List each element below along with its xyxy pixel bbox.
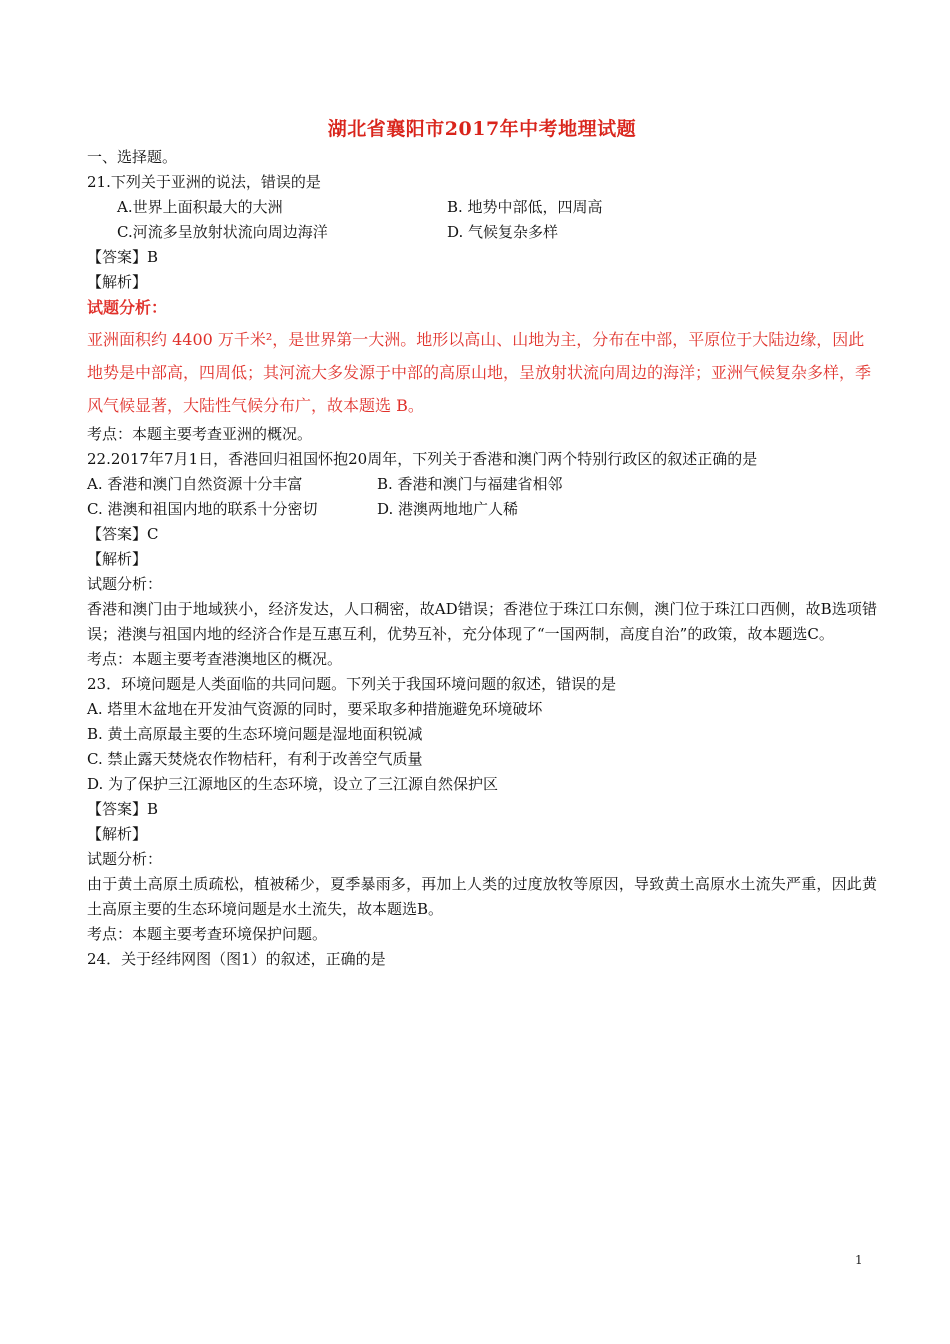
q23-analysis-label: 试题分析： xyxy=(87,850,163,868)
q23-option-c: C. 禁止露天焚烧农作物桔秆，有利于改善空气质量 xyxy=(87,750,423,768)
q21-options-row-1 xyxy=(87,195,877,220)
q23-analysis: 由于黄土高原土质疏松，植被稀少，夏季暴雨多，再加上人类的过度放牧等原因，导致黄土高原水土流失严重，因此黄土高原主要的生态环境问题是水土流失，故本题选B。 xyxy=(87,875,877,918)
q23-answer: 【答案】B xyxy=(87,800,159,818)
q22-options-row-2 xyxy=(87,497,877,522)
q23-option-b: B. 黄土高原最主要的生态环境问题是湿地面积锐减 xyxy=(87,725,423,743)
q22-option-b: B. 香港和澳门与福建省相邻 xyxy=(377,475,563,493)
q21-option-c: C.河流多呈放射状流向周边海洋 xyxy=(117,223,328,241)
q22-option-d: D. 港澳两地地广人稀 xyxy=(377,500,519,518)
q21-analysis: 亚洲面积约 4400 万千米²，是世界第一大洲。地形以高山、山地为主，分布在中部，平原位于大陆边缘，因此地势是中部高，四周低；其河流大多发源于中部的高原山地，呈放射状流向周边的海洋；亚洲气候复杂多样，季风气候显著，大陆性气候分布广，故本题选 B。 xyxy=(87,330,872,415)
q22-jiexi: 【解析】 xyxy=(87,550,148,568)
question-22: 22.2017年7月1日，香港回归祖国怀抱20周年，下列关于香港和澳门两个特别行政区的叙述正确的是 xyxy=(87,450,758,468)
q21-kaodian: 考点：本题主要考查亚洲的概况。 xyxy=(87,425,313,443)
q21-answer: 【答案】B xyxy=(87,248,159,266)
q21-option-d: D. 气候复杂多样 xyxy=(447,223,559,241)
q23-kaodian: 考点：本题主要考查环境保护问题。 xyxy=(87,925,328,943)
q22-option-a: A. 香港和澳门自然资源十分丰富 xyxy=(87,475,303,493)
question-24: 24．关于经纬网图（图1）的叙述，正确的是 xyxy=(87,950,386,968)
q22-options-row-1 xyxy=(87,472,877,497)
section-heading: 一、选择题。 xyxy=(87,148,178,166)
q22-option-c: C. 港澳和祖国内地的联系十分密切 xyxy=(87,500,318,518)
q21-jiexi: 【解析】 xyxy=(87,273,148,291)
question-23: 23．环境问题是人类面临的共同问题。下列关于我国环境问题的叙述，错误的是 xyxy=(87,675,617,693)
q21-options-row-2 xyxy=(87,220,877,245)
q21-analysis-label: 试题分析： xyxy=(87,298,168,317)
q21-option-b: B. 地势中部低，四周高 xyxy=(447,198,603,216)
q23-jiexi: 【解析】 xyxy=(87,825,148,843)
q23-option-a: A. 塔里木盆地在开发油气资源的同时，要采取多种措施避免环境破坏 xyxy=(87,700,543,718)
page-title: 湖北省襄阳市2017年中考地理试题 xyxy=(327,118,637,140)
document-body xyxy=(87,145,877,972)
q22-answer: 【答案】C xyxy=(87,525,159,543)
question-21: 21.下列关于亚洲的说法，错误的是 xyxy=(87,173,321,191)
page-number: 1 xyxy=(855,1253,863,1267)
q23-option-d: D. 为了保护三江源地区的生态环境，设立了三江源自然保护区 xyxy=(87,775,499,793)
q22-kaodian: 考点：本题主要考查港澳地区的概况。 xyxy=(87,650,343,668)
q22-analysis: 香港和澳门由于地域狭小，经济发达，人口稠密，故AD错误；香港位于珠江口东侧，澳门位于珠江口西侧，故B选项错误；港澳与祖国内地的经济合作是互惠互利，优势互补，充分体现了“一国两制，高度自治”的政策，故本题选C。 xyxy=(87,600,877,643)
q21-option-a: A.世界上面积最大的大洲 xyxy=(117,198,283,216)
q22-analysis-label: 试题分析： xyxy=(87,575,163,593)
